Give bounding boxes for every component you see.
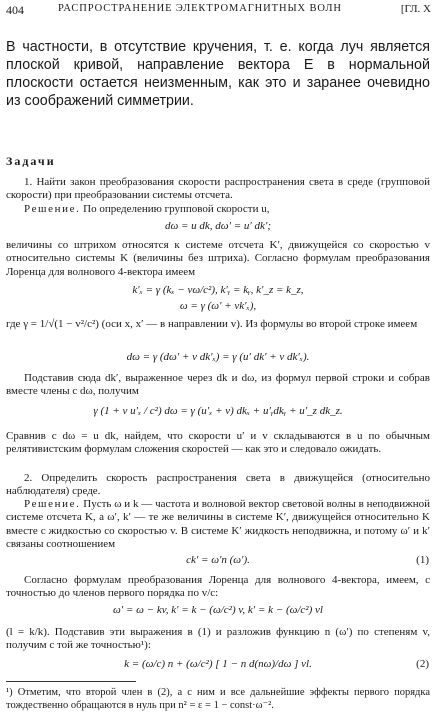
solution-label: Решение. xyxy=(24,203,81,215)
problem-1-text-5: Сравнив с dω = u dk, найдем, что скорости u′ и v складываются в u по обычным релятивистским формулам сложения скоростей — как это и следовало ожидать. xyxy=(6,430,430,456)
problem-2-statement: 2. Определить скорость распространения света в движущейся (относительно наблюдателя) среде. xyxy=(6,472,430,498)
equation-combined: γ (1 + v u′ₓ / c²) dω = γ (u′ₓ + v) dkₓ + u′ᵧdkᵧ + u′_z dk_z. xyxy=(93,405,343,417)
footnote: ¹) Отметим, что второй член в (2), а с ним и все дальнейшие эффекты первого порядка тождественно обращаются в нуль при n² = ε = 1 − const·ω⁻². xyxy=(6,687,430,711)
solution-text: По определению групповой скорости u, xyxy=(83,203,270,215)
running-title: РАСПРОСТРАНЕНИЕ ЭЛЕКТРОМАГНИТНЫХ ВОЛН xyxy=(58,3,342,14)
equation-group-velocity: dω = u dk, dω′ = u′ dk′; xyxy=(164,220,272,232)
equation-domega: dω = γ (dω′ + v dk′ₓ) = γ (u′ dk′ + v dk′ₓ). xyxy=(126,351,310,363)
section-title: Задачи xyxy=(6,154,56,168)
equation-dispersion: ck′ = ω′n (ω′). xyxy=(186,554,250,566)
equation-number-2: (2) xyxy=(416,658,429,670)
equation-result: k = (ω/c) n + (ω/c²) [ 1 − n d(nω)/dω ] vl. xyxy=(124,658,312,670)
problem-2-text-2: Согласно формулам преобразования Лоренца для волнового 4-вектора, имеем, с точностью до членов первого порядка по v/c: xyxy=(6,574,430,600)
solution-label: Решение. xyxy=(24,498,81,510)
chapter-label: [ГЛ. X xyxy=(400,3,431,15)
equation-lorentz-k: k′ₓ = γ (kₓ − vω/c²), k′ᵧ = kᵧ, k′_z = k_z, xyxy=(132,284,304,296)
problem-2-solution xyxy=(6,498,430,552)
problem-2-text-3: (l = k/k). Подставив эти выражения в (1) и разложив функцию n (ω′) по степеням v, получим с той же точностью¹): xyxy=(6,626,430,652)
equation-first-order: ω′ = ω − kv, k′ = k − (ω/c²) v, k′ = k − (ω/c²) vl xyxy=(113,604,323,616)
problem-1-text-2: величины со штрихом относятся к системе отсчета K′, движущейся со скоростью v относительно системы K (величины без штриха). Согласно формулам преобразования Лоренца для волнового 4-вектора имеем xyxy=(6,239,430,278)
solution-text: Пусть ω и k — частота и волновой вектор световой волны в неподвижной системе отсчета K, а ω′, k′ — те же величины в системе K′, движущейся относительно K вместе с жидкостью со скоростью v. В системе K′ жидкость неподвижна, и потому ω′ и k′ связаны соотношением xyxy=(6,498,431,551)
equation-lorentz-omega: ω = γ (ω′ + vk′ₓ), xyxy=(179,300,257,312)
problem-1-solution-intro xyxy=(6,203,430,216)
footnote-rule xyxy=(6,681,136,682)
problem-1-statement: 1. Найти закон преобразования скорости распространения света в среде (групповой скорости) при преобразовании системы отсчета. xyxy=(6,176,430,202)
running-header xyxy=(6,3,431,19)
intro-paragraph: В частности, в отсутствие кручения, т. е. когда луч является плоской кривой, направление вектора E в нормальной плоскости остается неизменным, как это и заранее очевидно из соображений симметрии. xyxy=(6,39,430,109)
problem-1-text-4: Подставив сюда dk′, выраженное через dk и dω, из формул первой строки и собрав вместе члены с dω, получим xyxy=(6,372,430,398)
problem-1-text-3: где γ = 1/√(1 − v²/c²) (оси x, x′ — в направлении v). Из формулы во второй строке имеем xyxy=(6,318,418,330)
equation-number-1: (1) xyxy=(416,554,429,566)
page-number: 404 xyxy=(6,3,24,17)
